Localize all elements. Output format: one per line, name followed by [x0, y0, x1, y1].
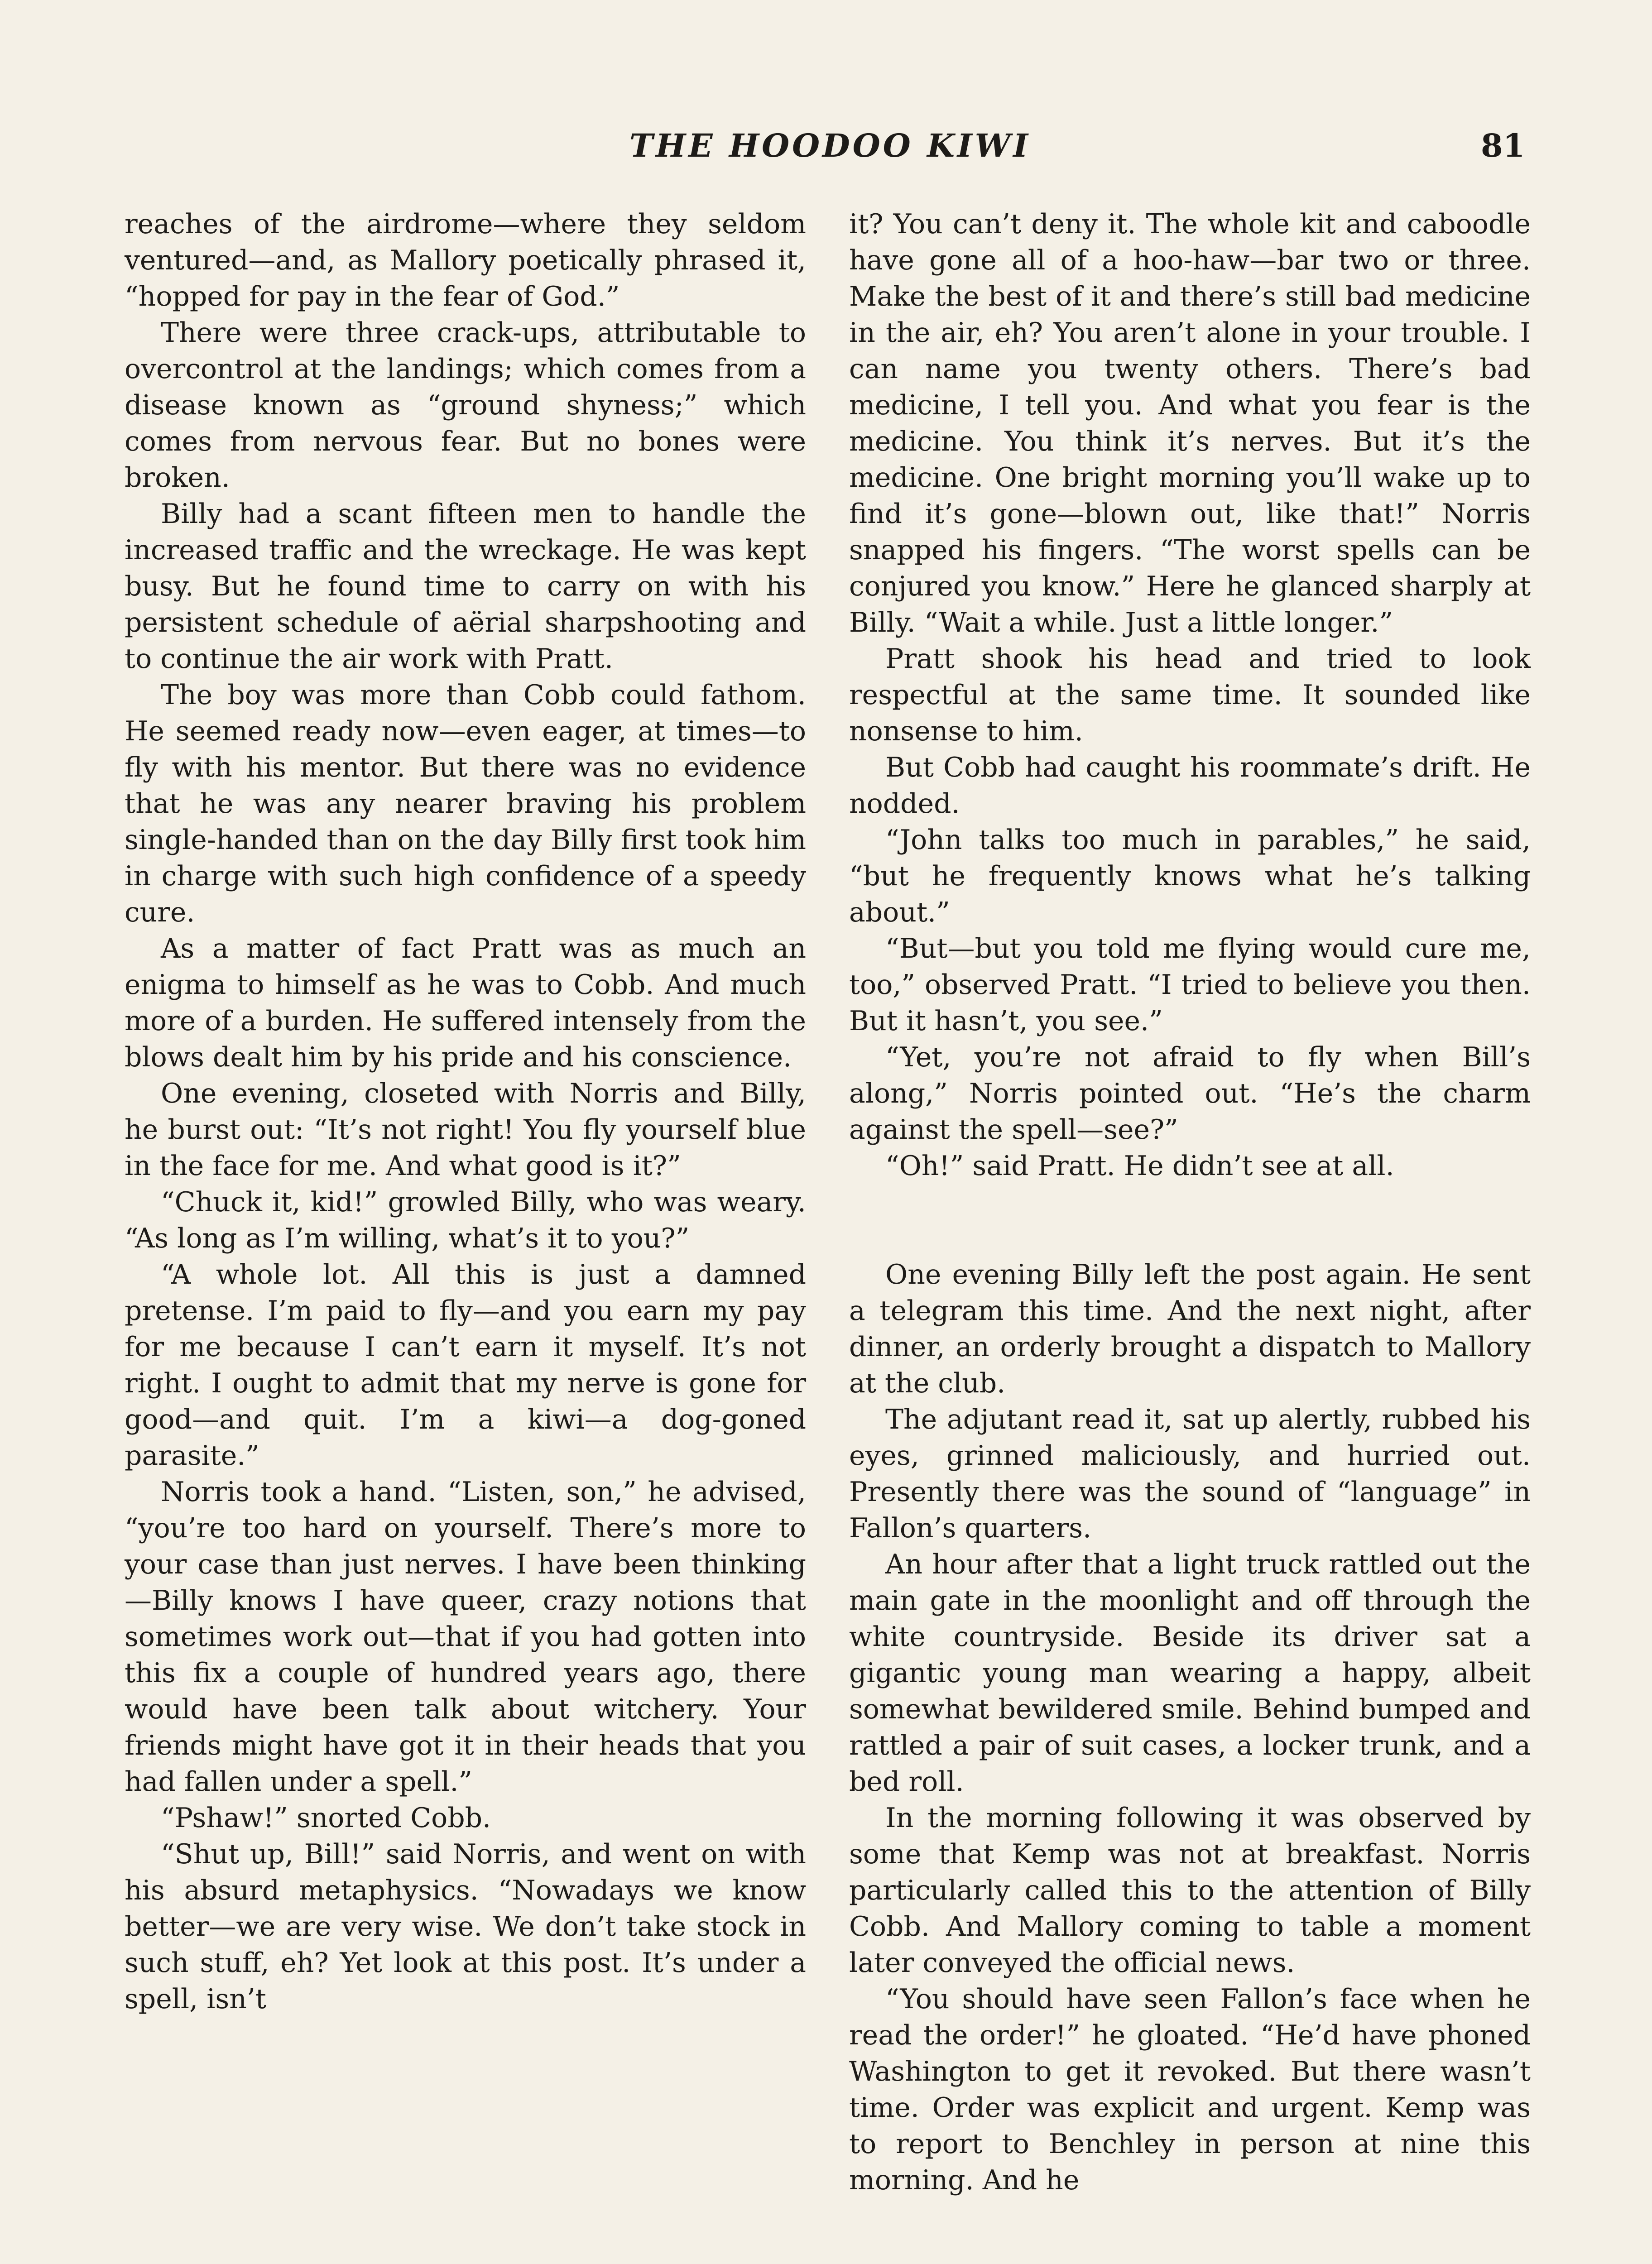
paragraph: “But—but you told me flying would cure me, too,” observed Pratt. “I tried to believe you then. But it hasn’t, you see.” [849, 933, 1531, 1037]
paragraph: Billy had a scant fifteen men to handle the increased traffic and the wreckage. He was kept busy. But he found time to carry on with his persistent schedule of aërial sharpshooting and to continue the air work with Pratt. [125, 498, 806, 675]
paragraph: “Oh!” said Pratt. He didn’t see at all. [885, 1150, 1394, 1182]
paragraph: “Pshaw!” snorted Cobb. [161, 1802, 491, 1834]
paragraph: Norris took a hand. “Listen, son,” he advised, “you’re too hard on yourself. There’s more to your case than just nerves. I have been thinking—Billy knows I have queer, crazy notions that sometimes work out—that if you had gotten into this fix a couple of hundred years ago, there would have been talk about witchery. Your friends might have got it in their heads that you had fallen under a spell.” [125, 1476, 806, 1798]
paragraph: “John talks too much in parables,” he said, “but he frequently knows what he’s talking about.” [849, 824, 1531, 928]
paragraph: One evening Billy left the post again. He sent a telegram this time. And the next night, after dinner, an orderly brought a dispatch to Mallory at the club. [849, 1259, 1531, 1399]
paragraph: As a matter of fact Pratt was as much an enigma to himself as he was to Cobb. And much more of a burden. He suffered intensely from the blows dealt him by his pride and his conscience. [125, 933, 806, 1073]
paragraph: But Cobb had caught his roommate’s drift. He nodded. [849, 752, 1531, 820]
paragraph: reaches of the airdrome—where they seldom ventured—and, as Mallory poetically phrased it, “hopped for pay in the fear of God.” [125, 208, 806, 312]
paragraph: “Shut up, Bill!” said Norris, and went on with his absurd metaphysics. “Nowadays we know better—we are very wise. We don’t take stock in such stuff, eh? Yet look at this post. It’s under a spell, isn’t [125, 1838, 806, 2015]
paragraph: In the morning following it was observed by some that Kemp was not at breakfast. Norris particularly called this to the attention of Billy Cobb. And Mallory coming to table a moment later conveyed the official news. [849, 1802, 1531, 1979]
paragraph: “You should have seen Fallon’s face when he read the order!” he gloated. “He’d have phoned Washington to get it revoked. But there wasn’t time. Order was explicit and urgent. Kemp was to report to Benchley in person at nine this morning. And he [849, 1983, 1531, 2196]
page-header [0, 127, 1652, 177]
paragraph: An hour after that a light truck rattled out the main gate in the moonlight and off through the white countryside. Beside its driver sat a gigantic young man wearing a happy, albeit somewhat bewildered smile. Behind bumped and rattled a pair of suit cases, a locker trunk, and a bed roll. [849, 1549, 1531, 1798]
paragraph: “Yet, you’re not afraid to fly when Bill’s along,” Norris pointed out. “He’s the charm against the spell—see?” [849, 1041, 1531, 1146]
paragraph: it? You can’t deny it. The whole kit and caboodle have gone all of a hoo-haw—bar two or three. Make the best of it and there’s still bad medicine in the air, eh? You aren’t alone in your trouble. I can name you twenty others. There’s bad medicine, I tell you. And what you fear is the medicine. You think it’s nerves. But it’s the medicine. One bright morning you’ll wake up to find it’s gone—blown out, like that!” Norris snapped his fingers. “The worst spells can be conjured you know.” Here he glanced sharply at Billy. “Wait a while. Just a little longer.” [849, 208, 1531, 638]
paragraph: Pratt shook his head and tried to look respectful at the same time. It sounded like nonsense to him. [849, 643, 1531, 747]
paragraph: The adjutant read it, sat up alertly, rubbed his eyes, grinned maliciously, and hurried out. Presently there was the sound of “language” in Fallon’s quarters. [849, 1404, 1531, 1544]
section-break [849, 1184, 1531, 1257]
left-column [125, 206, 806, 2017]
paragraph: The boy was more than Cobb could fathom. He seemed ready now—even eager, at times—to fly with his mentor. But there was no evidence that he was any nearer braving his problem single-handed than on the day Billy first took him in charge with such high confidence of a speedy cure. [125, 679, 806, 928]
paragraph: “Chuck it, kid!” growled Billy, who was weary. “As long as I’m willing, what’s it to you?” [125, 1186, 806, 1254]
paragraph: “A whole lot. All this is just a damned pretense. I’m paid to fly—and you earn my pay for me because I can’t earn it myself. It’s not right. I ought to admit that my nerve is gone for good—and quit. I’m a kiwi—a dog-goned parasite.” [125, 1259, 806, 1472]
page-number: 81 [1481, 127, 1525, 164]
running-title: THE HOODOO KIWI [629, 127, 1031, 164]
paragraph: There were three crack-ups, attributable to overcontrol at the landings; which comes from a disease known as “ground shyness;” which comes from nervous fear. But no bones were broken. [125, 317, 806, 494]
paragraph: One evening, closeted with Norris and Billy, he burst out: “It’s not right! You fly yourself blue in the face for me. And what good is it?” [125, 1078, 806, 1182]
right-column [849, 206, 1531, 2198]
